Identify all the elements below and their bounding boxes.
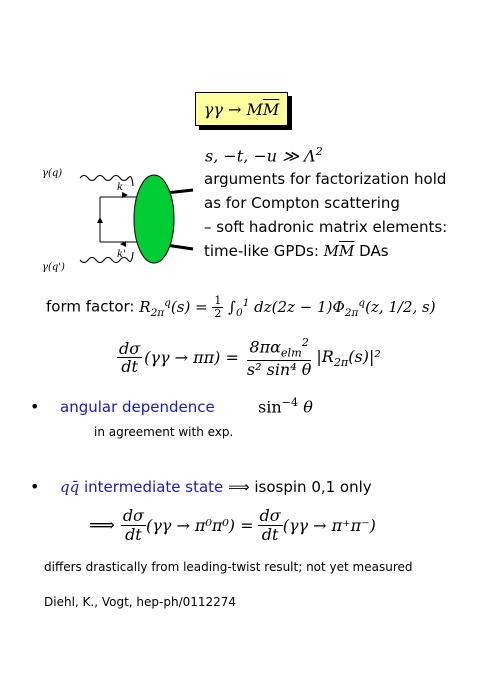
xsec-lhs-den: dt [121, 357, 138, 377]
photon-top-line [80, 176, 133, 187]
hadron-blob [134, 175, 174, 263]
angular-label: angular dependence [60, 398, 215, 416]
angular-sin: sin [258, 397, 282, 417]
quark-bottom-label: k' [117, 249, 126, 260]
footer-line2: Diehl, K., Vogt, hep-ph/0112274 [44, 595, 237, 609]
photon-top-label: γ(q) [42, 168, 63, 179]
intermediate-arrow: ⟹ [228, 478, 250, 496]
conditions-line4 [204, 242, 389, 260]
angular-power: −4 [281, 396, 299, 409]
title-meson-bar: $\overline{M}$ [262, 99, 280, 119]
ratio-left: (γγ → π⁰π⁰) = [145, 515, 254, 535]
form-factor-R: R [139, 297, 151, 316]
form-factor-args: (z, 1/2, s) [365, 297, 436, 316]
intermediate-bullet: • [30, 477, 40, 496]
title-process: γγ → M [203, 99, 263, 119]
kinematics-lhs: s, −t, −u ≫ Λ [205, 146, 316, 166]
conditions-meson: M [323, 242, 340, 260]
xsec-process: (γγ → ππ) = [144, 348, 239, 368]
cross-section-formula: $\frac{d\sigma}{dt}$ (γγ → ππ) = $\frac{8\pi\alpha_{elm}^2}{\text{s² sin⁴ θ}}$ $|R_{2\pi}(s)|^2$ [119, 336, 381, 379]
form-factor-row [46, 295, 436, 320]
xsec-rhs-num: 8πα [249, 337, 281, 357]
quark-top-label: k [117, 182, 124, 193]
angular-bullet: • [30, 397, 40, 416]
xsec-lhs-num: dσ [119, 338, 141, 358]
conditions-line4-suffix: DAs [359, 242, 389, 260]
photon-bottom-label: γ(q') [42, 262, 65, 273]
ratio-right-num: dσ [259, 506, 281, 525]
intermediate-row [60, 478, 372, 496]
conditions-mesonbar: $\overline{M}$ [339, 242, 355, 260]
footer-line1: differs drastically from leading-twist result; not yet measured [44, 560, 413, 574]
ratio-left-den: dt [125, 524, 142, 544]
ratio-right: (γγ → π⁺π⁻) [282, 515, 376, 535]
conditions-line1: arguments for factorization hold [204, 170, 447, 188]
intermediate-qq: qq̄ [60, 478, 80, 496]
xsec-rhs-tail2: (s)|² [348, 346, 381, 366]
angular-note: in agreement with exp. [94, 425, 234, 439]
xsec-rhs-den: s² sin⁴ θ [246, 359, 312, 379]
form-factor-formula: $R_{2\pi}^q(s)$ = $\frac{1}{2}$ $\int_0^1$ $dz(2z - 1)\Phi_{2\pi}^q(z$, 1/2, s) [139, 294, 436, 321]
conditions-line3: – soft hadronic matrix elements: [204, 218, 448, 236]
conditions-line4-prefix: time-like GPDs: [204, 242, 319, 260]
form-factor-rhs: dz(2z − 1)Φ [254, 297, 345, 316]
title-box [195, 92, 288, 126]
ratio-right-den: dt [261, 524, 279, 544]
ratio-left-num: dσ [122, 506, 144, 525]
kinematics-power: 2 [315, 145, 323, 158]
arrow-up-icon [97, 217, 103, 223]
intermediate-label: intermediate state [84, 478, 224, 496]
angular-theta: θ [303, 397, 313, 417]
intermediate-result: isospin 0,1 only [254, 478, 372, 496]
ratio-formula [89, 507, 376, 543]
ratio-arrow: ⟹ [89, 514, 115, 536]
xsec-rhs-tail: |R [316, 346, 334, 366]
form-factor-label: form factor: [46, 297, 135, 316]
angular-formula [258, 396, 313, 416]
conditions-line2: as for Compton scattering [204, 194, 400, 212]
kinematics-condition [205, 145, 323, 165]
